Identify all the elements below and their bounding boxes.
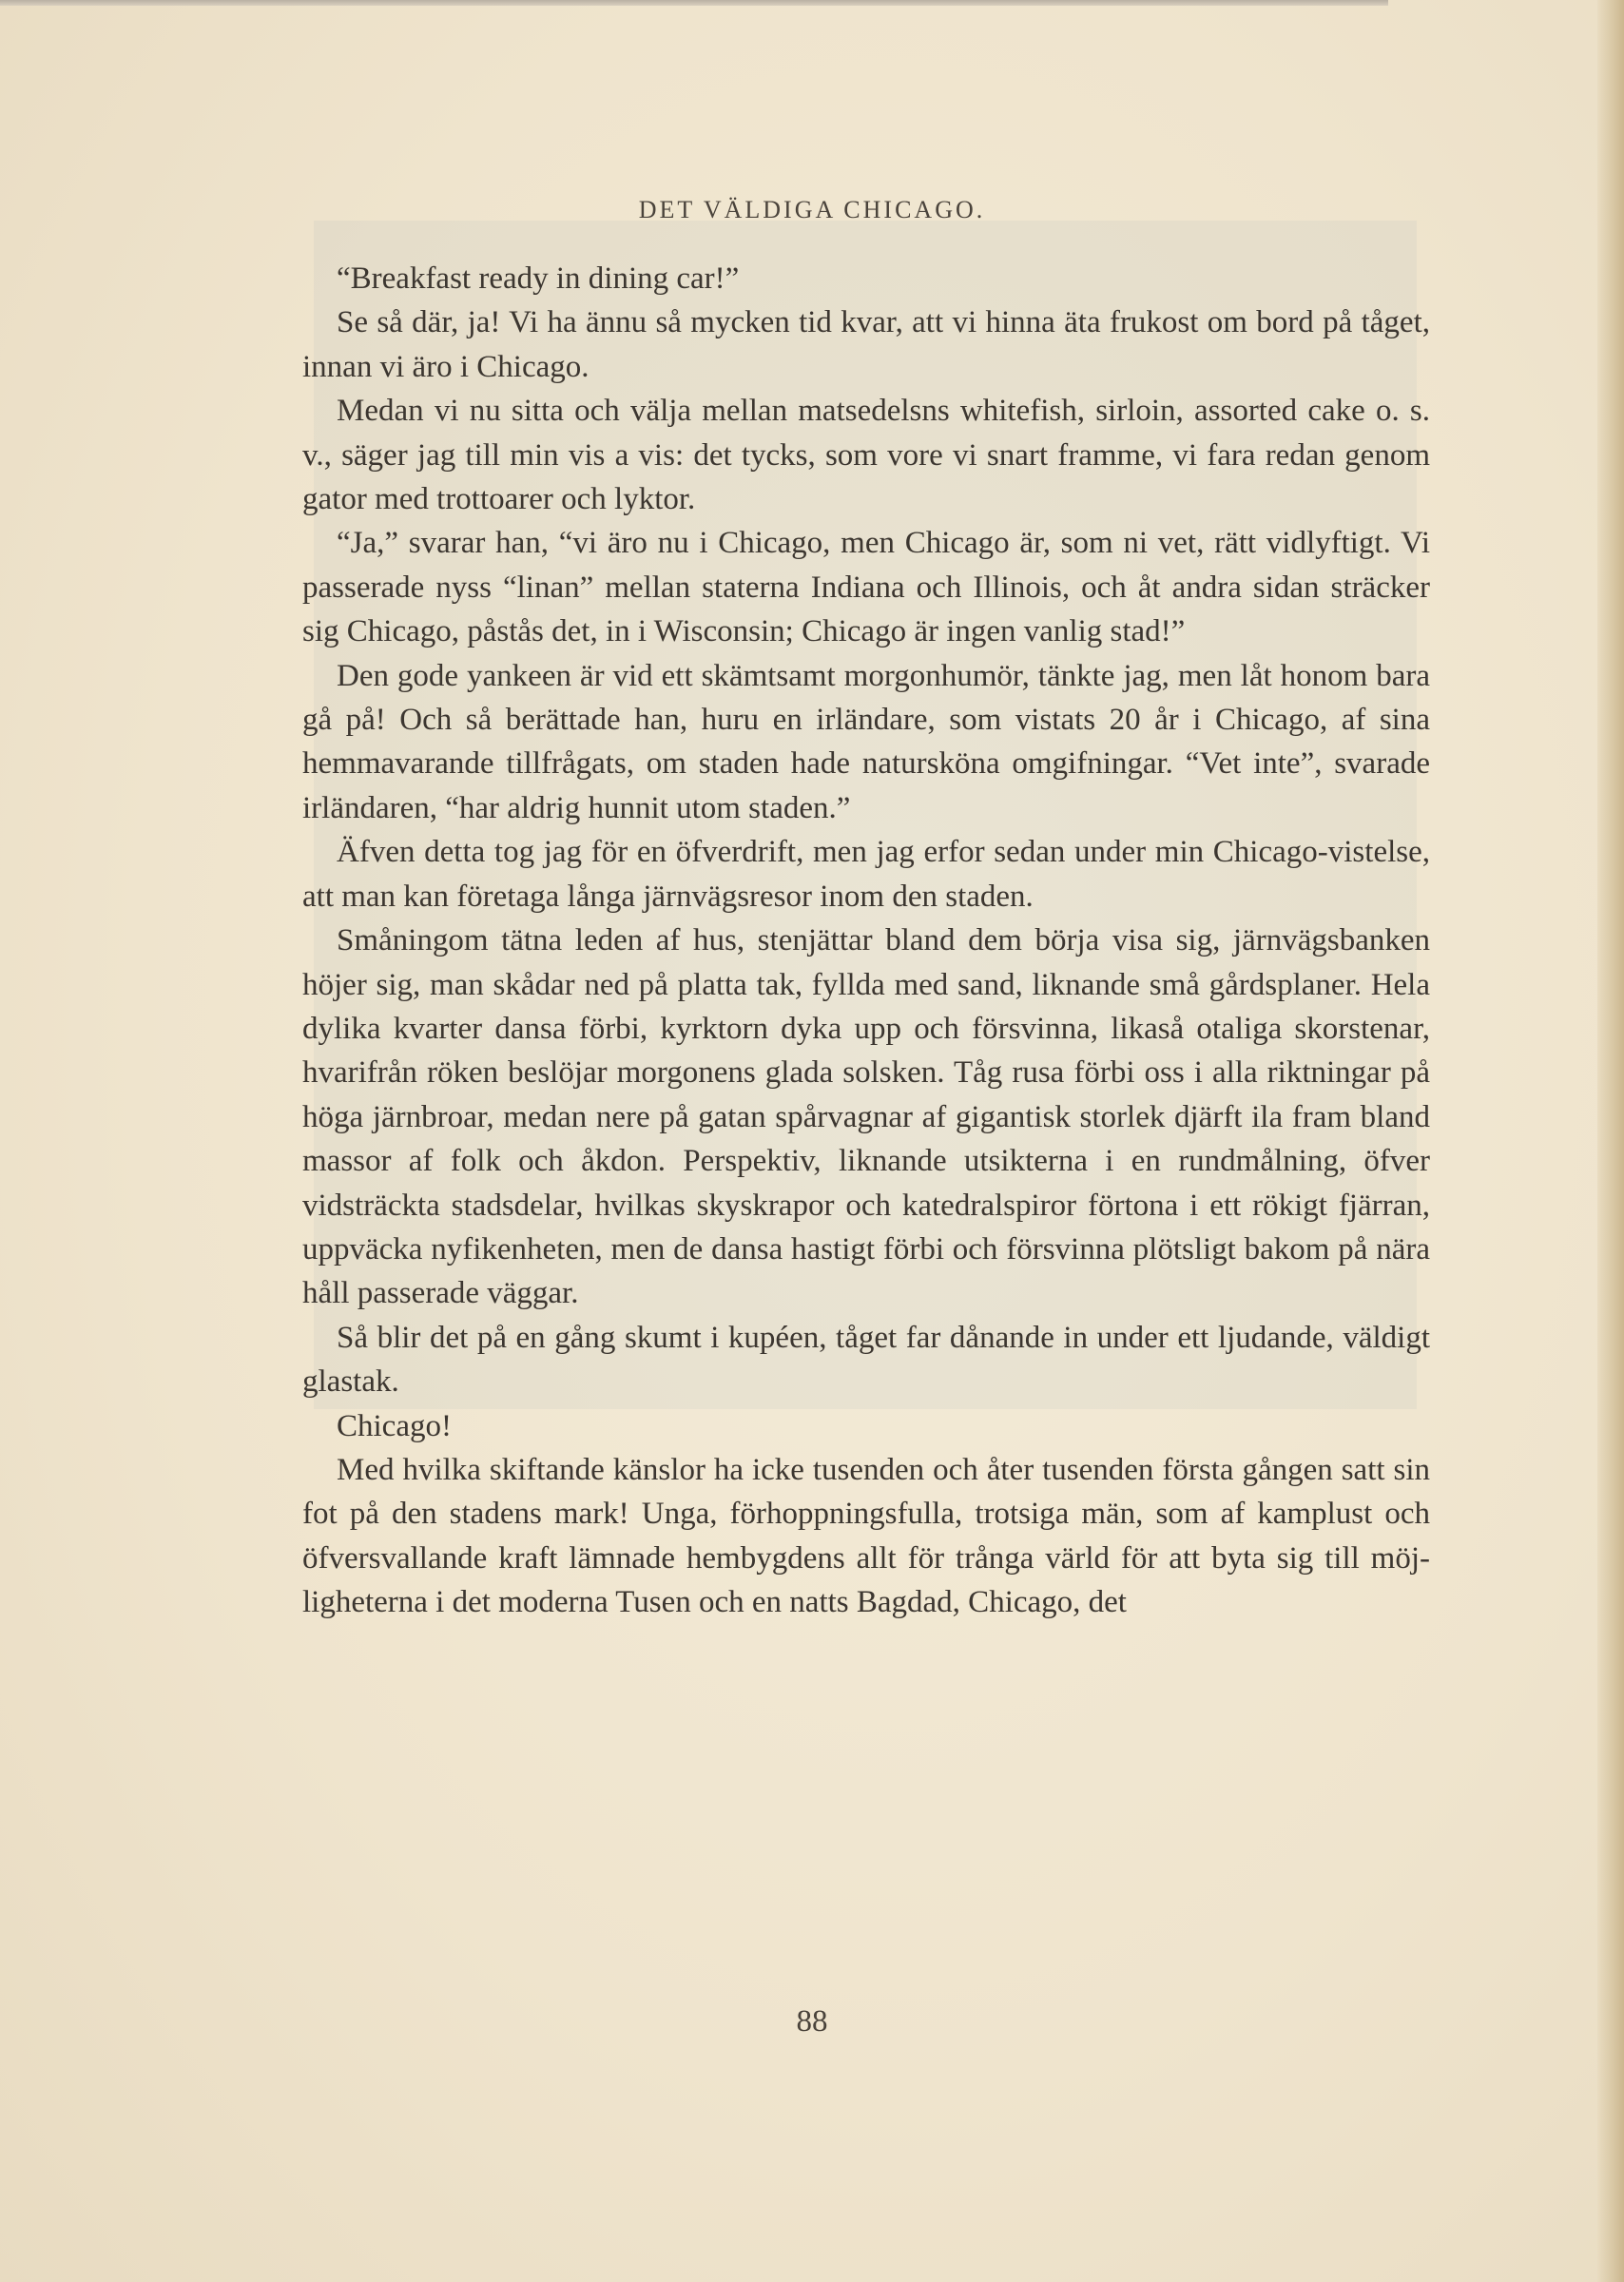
- running-head: DET VÄLDIGA CHICAGO.: [638, 196, 986, 223]
- paragraph: Med hvilka skiftande känslor ha icke tusenden och åter tusenden första gången satt sin fot på den stadens mark! Unga, förhoppningsfulla, trotsiga män, som af kamplust och öfversvallande kraft lämnade hembygdens allt för trånga värld för att byta sig till möjligheterna i det moderna Tusen och en natts Bagdad, Chicago, det: [302, 1452, 1430, 1620]
- paragraph: Äfven detta tog jag för en öfverdrift, men jag erfor sedan under min Chicago-vistelse, att man kan företaga långa järnvägsresor inom den staden.: [302, 835, 1430, 914]
- paragraph: “Breakfast ready in dining car!”: [337, 261, 740, 296]
- paragraph: Den gode yankeen är vid ett skämtsamt morgonhumör, tänkte jag, men låt honom bara gå på! Och så berättade han, huru en irländare, som vistats 20 år i Chicago, af sina hemmavarande tillfrågats, om staden hade natursköna omgifningar. “Vet inte”, svarade irländaren, “har aldrig hunnit utom staden.”: [302, 658, 1430, 825]
- paragraph: Småningom tätna leden af hus, stenjättar bland dem börja visa sig, järnvägsbanken höjer sig, man skådar ned på platta tak, fyllda med sand, liknande små gårdsplaner. Hela dylika kvarter dansa förbi, kyrktorn dyka upp och försvinna, likaså otaliga skorstenar, hvarifrån röken beslöjar morgonens glada solsken. Tåg rusa förbi oss i alla riktningar på höga järnbroar, medan nere på gatan spårvagnar af gigantisk storlek djärft ila fram bland massor af folk och åkdon. Perspektiv, liknande utsikterna i en rundmålning, öfver vidsträckta stadsdelar, hvilkas skyskrapor och katedralspiror förtona i ett rökigt fjärran, uppväcka nyfikenheten, men de dansa hastigt förbi och försvinna plötsligt bakom på nära håll passerade väggar.: [302, 923, 1430, 1311]
- paragraph: Se så där, ja! Vi ha ännu så mycken tid kvar, att vi hinna äta frukost om bord på tåget, innan vi äro i Chicago.: [302, 305, 1430, 384]
- page-number: 88: [796, 2004, 828, 2039]
- page-edge-shadow: [1597, 0, 1624, 2282]
- body-text: [302, 257, 1430, 1625]
- paragraph: Medan vi nu sitta och välja mellan matsedelsns whitefish, sirloin, assorted cake o. s. v., säger jag till min vis a vis: det tycks, som vore vi snart framme, vi fara redan genom gator med trottoarer och lyktor.: [302, 394, 1430, 517]
- paragraph: Så blir det på en gång skumt i kupéen, tåget far dånande in under ett ljudande, väldigt glastak.: [302, 1320, 1430, 1400]
- top-edge-rule: [0, 0, 1388, 6]
- paragraph: Chicago!: [337, 1408, 452, 1443]
- paragraph: “Ja,” svarar han, “vi äro nu i Chicago, men Chicago är, som ni vet, rätt vidlyftigt. Vi passerade nyss “linan” mellan staterna Indiana och Illinois, och åt andra sidan sträcker sig Chicago, påstås det, in i Wisconsin; Chicago är ingen vanlig stad!”: [302, 526, 1430, 649]
